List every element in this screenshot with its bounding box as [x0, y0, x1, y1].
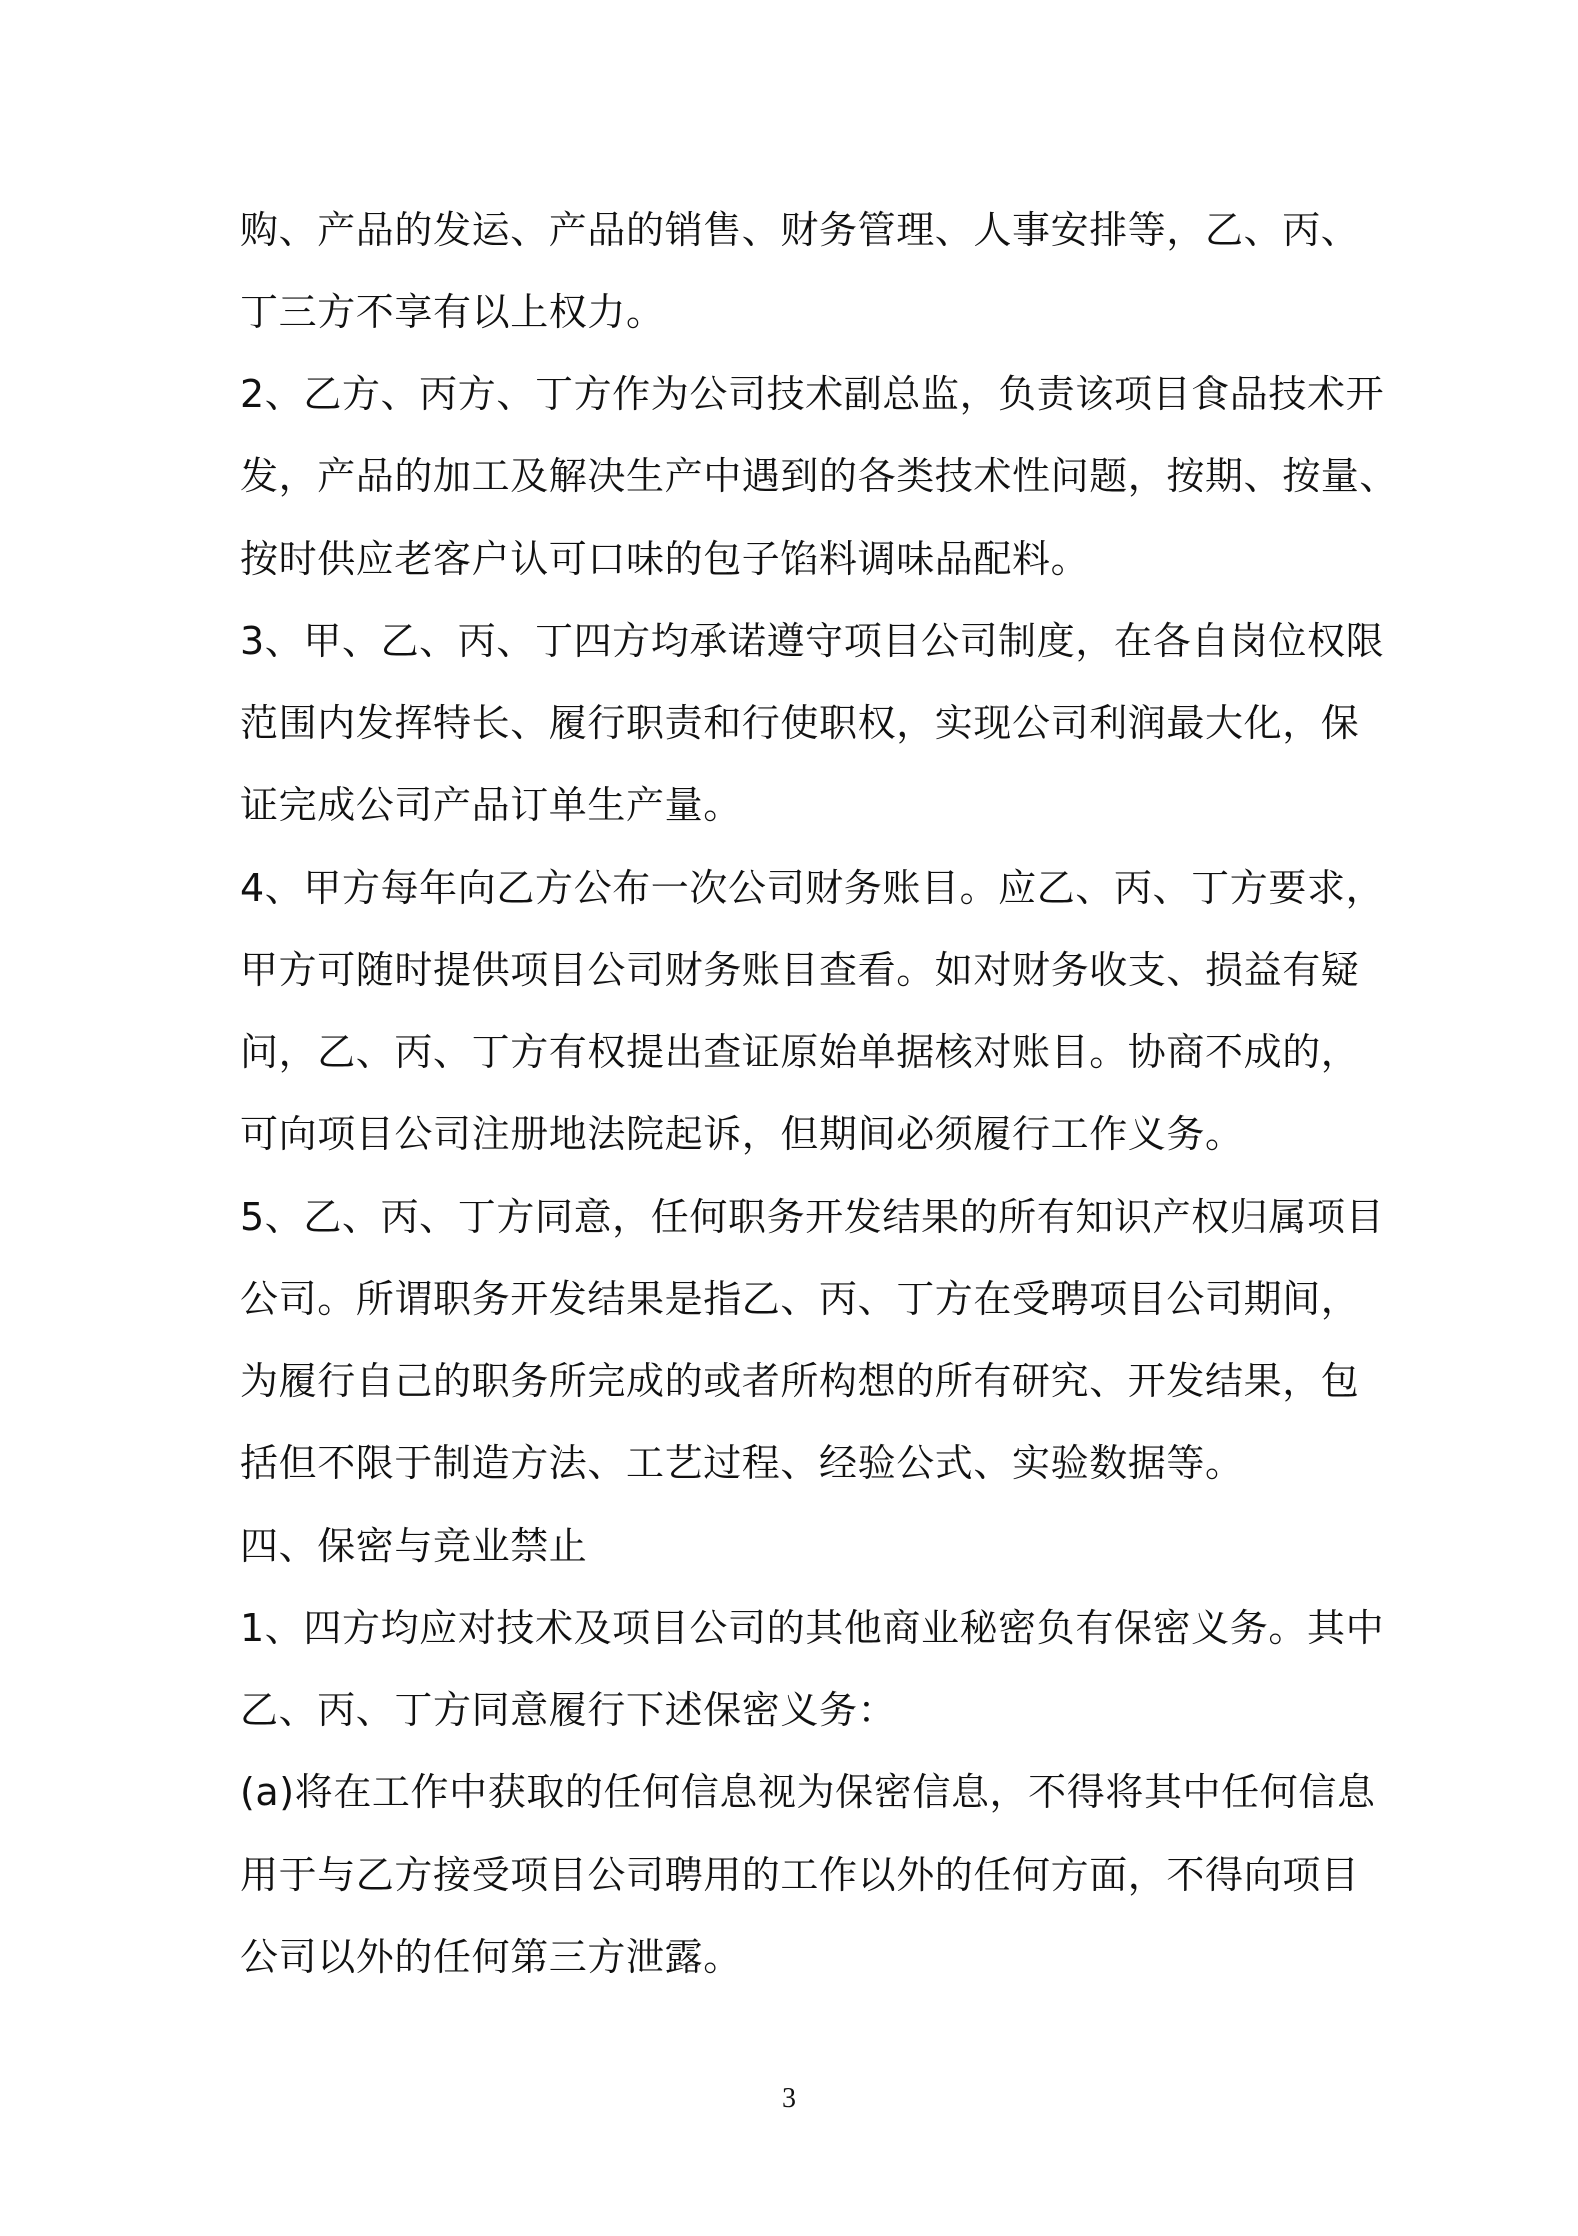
section-heading: 四、保密与竞业禁止	[240, 1524, 588, 1568]
text-line: 2、乙方、丙方、丁方作为公司技术副总监，负责该项目食品技术开	[240, 372, 1385, 416]
text-line: 发，产品的加工及解决生产中遇到的各类技术性问题，按期、按量、	[240, 454, 1399, 498]
text-line: 公司以外的任何第三方泄露。	[240, 1935, 742, 1979]
text-line: 为履行自己的职务所完成的或者所构想的所有研究、开发结果，包	[240, 1359, 1360, 1403]
text-line: 问，乙、丙、丁方有权提出查证原始单据核对账目。协商不成的，	[240, 1030, 1360, 1074]
text-line: 用于与乙方接受项目公司聘用的工作以外的任何方面，不得向项目	[240, 1853, 1360, 1897]
text-line: (a)将在工作中获取的任何信息视为保密信息，不得将其中任何信息	[240, 1770, 1376, 1814]
text-line: 按时供应老客户认可口味的包子馅料调味品配料。	[240, 537, 1090, 581]
text-line: 甲方可随时提供项目公司财务账目查看。如对财务收支、损益有疑	[240, 948, 1360, 992]
text-line: 公司。所谓职务开发结果是指乙、丙、丁方在受聘项目公司期间，	[240, 1277, 1360, 1321]
text-line: 乙、丙、丁方同意履行下述保密义务：	[240, 1688, 897, 1732]
text-line: 丁三方不享有以上权力。	[240, 290, 665, 334]
text-line: 括但不限于制造方法、工艺过程、经验公式、实验数据等。	[240, 1441, 1244, 1485]
text-line: 4、甲方每年向乙方公布一次公司财务账目。应乙、丙、丁方要求，	[240, 866, 1385, 910]
text-line: 证完成公司产品订单生产量。	[240, 783, 742, 827]
text-line: 可向项目公司注册地法院起诉，但期间必须履行工作义务。	[240, 1112, 1244, 1156]
text-line: 范围内发挥特长、履行职责和行使职权，实现公司利润最大化，保	[240, 701, 1360, 745]
text-line: 1、四方均应对技术及项目公司的其他商业秘密负有保密义务。其中	[240, 1606, 1385, 1650]
text-line: 购、产品的发运、产品的销售、财务管理、人事安排等，乙、丙、	[240, 208, 1360, 252]
page-number: 3	[782, 2083, 796, 2114]
text-line: 5、乙、丙、丁方同意，任何职务开发结果的所有知识产权归属项目	[240, 1195, 1385, 1239]
text-line: 3、甲、乙、丙、丁四方均承诺遵守项目公司制度，在各自岗位权限	[240, 619, 1385, 663]
